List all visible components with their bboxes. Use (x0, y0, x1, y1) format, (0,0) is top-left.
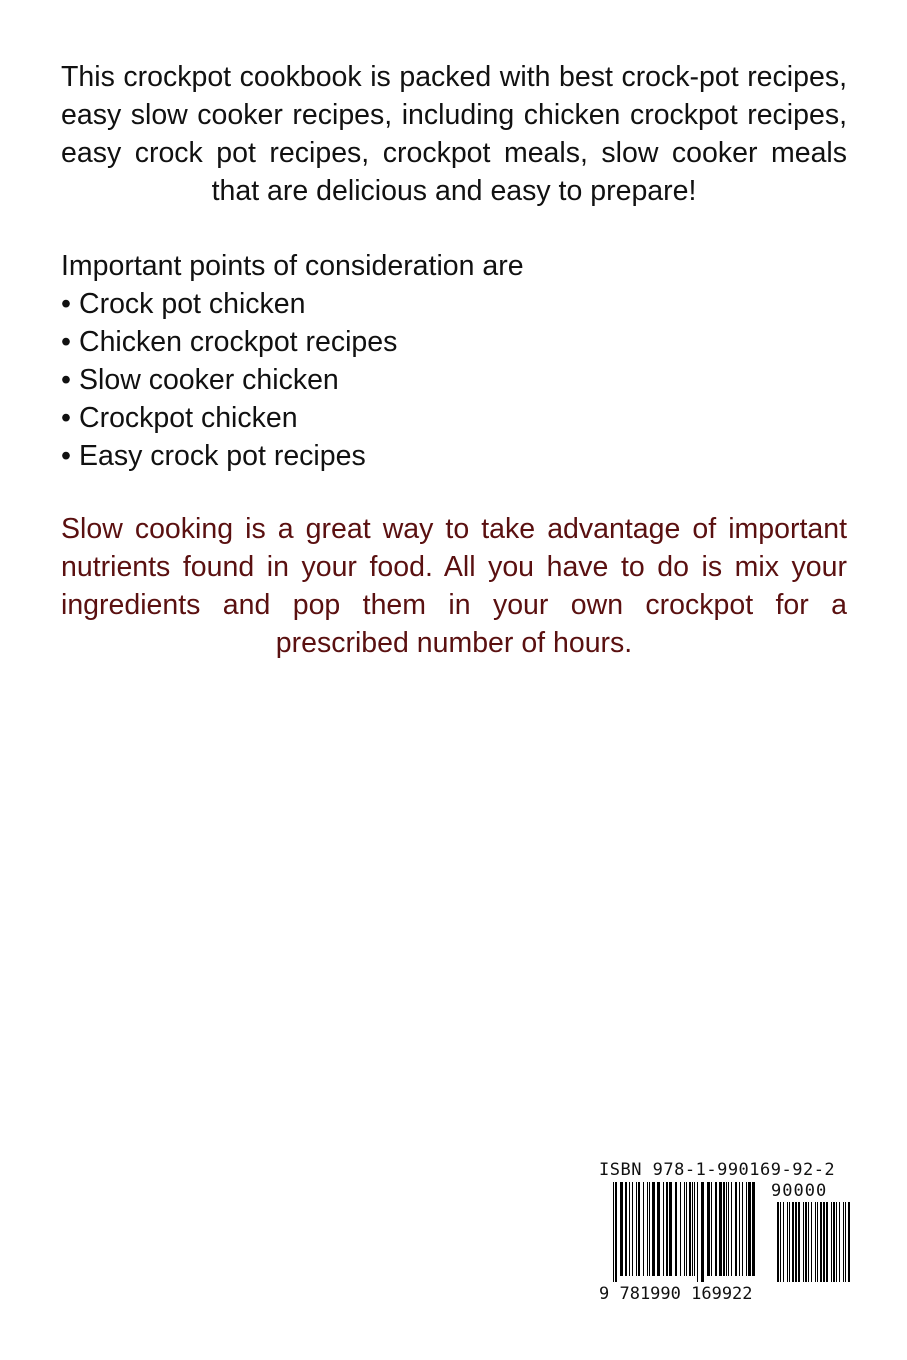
barcode-bar (663, 1182, 664, 1276)
addon-bar (833, 1202, 835, 1282)
addon-bar (820, 1202, 822, 1282)
addon-bar (808, 1202, 809, 1282)
barcode-bar (707, 1182, 710, 1276)
addon-bar (795, 1202, 797, 1282)
addon-bar (803, 1202, 804, 1282)
list-item-label: Slow cooker chicken (79, 364, 339, 396)
addon-bar (792, 1202, 794, 1282)
addon-bar (815, 1202, 816, 1282)
price-code: 90000 (771, 1181, 828, 1201)
barcode-bar (723, 1182, 725, 1276)
isbn-barcode (599, 1160, 854, 1310)
highlight-paragraph: Slow cooking is a great way to take advantage of important nutrients found in your food. All you have to do is mix your ingredients and pop them in your own crockpot for a prescribed number of hours. (61, 513, 847, 659)
barcode-bar (715, 1182, 717, 1276)
barcode-bar (615, 1182, 617, 1282)
barcode-bar (620, 1182, 623, 1276)
barcode-bar (643, 1182, 644, 1276)
barcode-bar (689, 1182, 691, 1276)
barcode-bar (652, 1182, 655, 1276)
barcode-bar (649, 1182, 650, 1276)
barcode-bar (728, 1182, 729, 1276)
bullet-icon: • (61, 402, 71, 434)
barcode-bar (632, 1182, 633, 1276)
bullet-icon: • (61, 364, 71, 396)
addon-bar (843, 1202, 844, 1282)
addon-bar (848, 1202, 850, 1282)
addon-bar (826, 1202, 828, 1282)
addon-bar (839, 1202, 840, 1282)
barcode-bar (711, 1182, 712, 1276)
barcode-bar (692, 1182, 693, 1276)
barcode-bar (629, 1182, 630, 1276)
points-list (61, 285, 397, 475)
barcode-bar (613, 1182, 614, 1282)
list-item (61, 285, 397, 323)
list-item (61, 323, 397, 361)
barcode-bar (636, 1182, 637, 1276)
barcode-bar (731, 1182, 732, 1276)
addon-bar (845, 1202, 846, 1282)
addon-bar (805, 1202, 807, 1282)
list-item-label: Chicken crockpot recipes (79, 326, 398, 358)
addon-bar (798, 1202, 800, 1282)
barcode-bar (701, 1182, 704, 1282)
barcode-bar (697, 1182, 698, 1282)
barcode-bar (739, 1182, 740, 1276)
addon-bar (787, 1202, 788, 1282)
intro-paragraph: This crockpot cookbook is packed with best crock-pot recipes, easy slow cooker recipes, including chicken crockpot recipes, easy crock pot recipes, crockpot meals, slow cooker meals that are delicious and easy to prepare! (61, 61, 847, 207)
bullet-icon: • (61, 440, 71, 472)
isbn-label: ISBN 978-1-990169-92-2 (599, 1160, 836, 1180)
barcode-bar (638, 1182, 640, 1276)
barcode-bar (748, 1182, 751, 1276)
list-item-label: Crock pot chicken (79, 288, 306, 320)
addon-bar (817, 1202, 818, 1282)
addon-bar (783, 1202, 784, 1282)
addon-bar (789, 1202, 790, 1282)
points-heading: Important points of consideration are (61, 250, 524, 282)
barcode-bar (694, 1182, 695, 1276)
ean-digits: 9 781990 169922 (599, 1284, 753, 1304)
addon-bar (831, 1202, 832, 1282)
barcode-bar (647, 1182, 648, 1276)
bullet-icon: • (61, 326, 71, 358)
list-item-label: Crockpot chicken (79, 402, 298, 434)
barcode-bar (742, 1182, 743, 1276)
barcode-bar (686, 1182, 687, 1276)
barcode-bar (625, 1182, 627, 1276)
barcode-bar (752, 1182, 755, 1276)
barcode-bar (669, 1182, 672, 1276)
barcode-bar (746, 1182, 747, 1276)
addon-bar (823, 1202, 825, 1282)
barcode-bar (719, 1182, 722, 1276)
addon-bar (777, 1202, 779, 1282)
barcode-bar (680, 1182, 681, 1276)
barcode-bar (735, 1182, 737, 1276)
addon-bar (811, 1202, 812, 1282)
list-item (61, 437, 397, 475)
barcode-bar (666, 1182, 668, 1276)
addon-bar (836, 1202, 837, 1282)
addon-bar (780, 1202, 781, 1282)
bullet-icon: • (61, 288, 71, 320)
barcode-bar (726, 1182, 727, 1276)
barcode-bar (684, 1182, 685, 1276)
barcode-bar (657, 1182, 660, 1276)
list-item-label: Easy crock pot recipes (79, 440, 366, 472)
list-item (61, 361, 397, 399)
list-item (61, 399, 397, 437)
barcode-bar (675, 1182, 677, 1276)
